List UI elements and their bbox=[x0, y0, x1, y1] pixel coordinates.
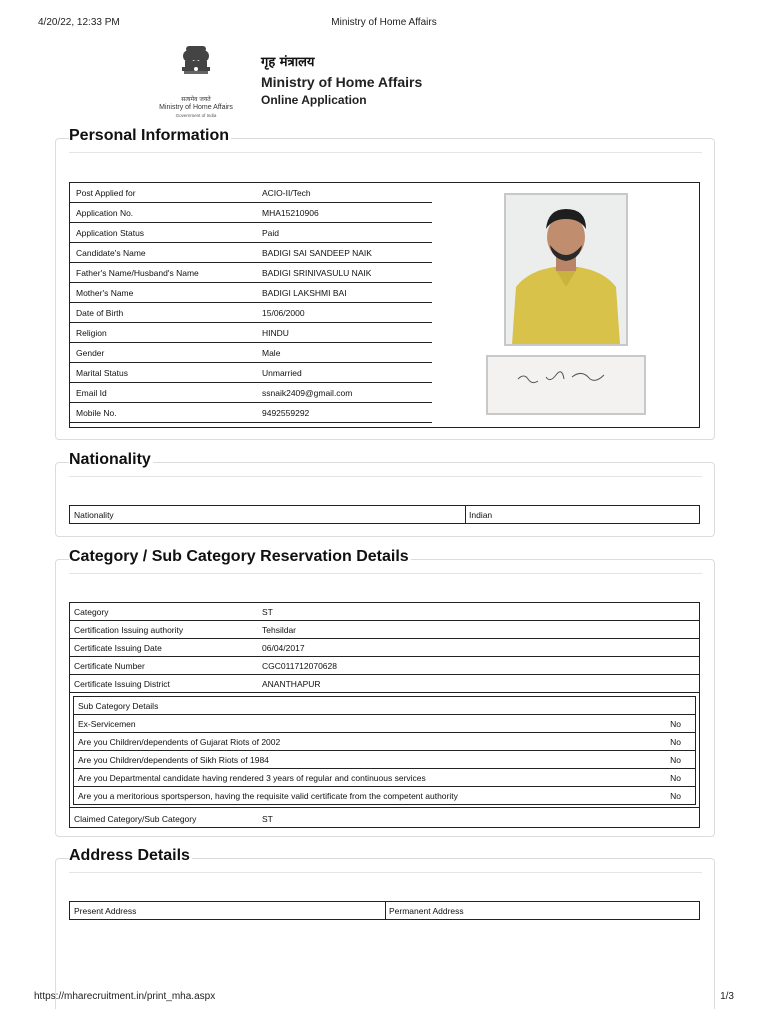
row-value: Paid bbox=[262, 228, 280, 238]
table-row bbox=[70, 383, 432, 403]
nationality-table bbox=[69, 505, 700, 524]
nationality-panel bbox=[55, 451, 715, 537]
print-page-number: 1/3 bbox=[720, 991, 734, 1002]
row-label: Are you Children/dependents of Gujarat Riots of 2002 bbox=[78, 737, 281, 747]
row-label: Email Id bbox=[76, 388, 107, 398]
row-value: No bbox=[670, 755, 681, 765]
section-title: Category / Sub Category Reservation Details bbox=[69, 548, 409, 565]
row-value: No bbox=[670, 737, 681, 747]
sub-category-table bbox=[73, 696, 696, 805]
cell-divider bbox=[385, 902, 386, 919]
table-row bbox=[74, 751, 695, 769]
candidate-photo bbox=[504, 193, 628, 346]
row-label: Candidate's Name bbox=[76, 248, 146, 258]
row-value: ST bbox=[262, 607, 273, 617]
row-label: Are you a meritorious sportsperson, having the requisite valid certificate from the competent authority bbox=[78, 791, 458, 801]
divider bbox=[69, 152, 702, 153]
sub-category-container bbox=[70, 696, 699, 808]
row-value: ANANTHAPUR bbox=[262, 679, 321, 689]
table-row bbox=[74, 769, 695, 787]
table-row bbox=[70, 343, 432, 363]
row-label: Gender bbox=[76, 348, 105, 358]
present-address-label: Present Address bbox=[74, 906, 137, 916]
table-row bbox=[70, 403, 432, 423]
table-row bbox=[70, 223, 432, 243]
section-title: Personal Information bbox=[69, 127, 230, 144]
row-value: No bbox=[670, 791, 681, 801]
title-hindi: गृह मंत्रालय bbox=[261, 55, 315, 70]
table-row bbox=[70, 657, 699, 675]
table-row bbox=[70, 363, 432, 383]
table-row bbox=[70, 675, 699, 693]
row-value: BADIGI LAKSHMI BAI bbox=[262, 288, 347, 298]
table-row bbox=[70, 243, 432, 263]
row-value: 15/06/2000 bbox=[262, 308, 305, 318]
table-row bbox=[70, 639, 699, 657]
table-row bbox=[70, 183, 432, 203]
row-label: Mother's Name bbox=[76, 288, 134, 298]
row-label: Post Applied for bbox=[76, 188, 136, 198]
row-value: Indian bbox=[469, 510, 493, 520]
table-row bbox=[70, 902, 699, 919]
row-label: Claimed Category/Sub Category bbox=[74, 814, 197, 824]
table-row bbox=[70, 303, 432, 323]
row-label: Are you Departmental candidate having rendered 3 years of regular and continuous services bbox=[78, 773, 426, 783]
emblem-caption: Ministry of Home Affairs bbox=[159, 104, 233, 111]
row-value: ST bbox=[262, 814, 273, 824]
sub-category-header bbox=[74, 697, 695, 715]
candidate-signature bbox=[486, 355, 646, 415]
row-label: Father's Name/Husband's Name bbox=[76, 268, 199, 278]
table-row bbox=[70, 283, 432, 303]
page-title: Ministry of Home Affairs bbox=[261, 74, 423, 90]
table-row bbox=[70, 621, 699, 639]
divider bbox=[69, 476, 702, 477]
cell-divider bbox=[465, 506, 466, 523]
national-emblem-logo bbox=[158, 42, 234, 122]
emblem-subcaption: Government of India bbox=[175, 113, 217, 118]
sub-category-title: Sub Category Details bbox=[78, 701, 159, 711]
row-label: Certificate Issuing District bbox=[74, 679, 170, 689]
row-value: MHA15210906 bbox=[262, 208, 319, 218]
row-value: No bbox=[670, 773, 681, 783]
page-subtitle: Online Application bbox=[261, 93, 367, 107]
row-label: Certificate Issuing Date bbox=[74, 643, 162, 653]
row-label: Certification Issuing authority bbox=[74, 625, 184, 635]
row-value: Male bbox=[262, 348, 281, 358]
print-header bbox=[38, 17, 730, 31]
table-row bbox=[74, 787, 695, 804]
category-table bbox=[69, 602, 700, 828]
print-page-title: Ministry of Home Affairs bbox=[331, 17, 437, 28]
row-label: Date of Birth bbox=[76, 308, 124, 318]
row-value: 9492559292 bbox=[262, 408, 310, 418]
row-value: 06/04/2017 bbox=[262, 643, 305, 653]
emblem-motto: सत्यमेव जयते bbox=[181, 96, 211, 103]
divider bbox=[69, 872, 702, 873]
row-value: BADIGI SRINIVASULU NAIK bbox=[262, 268, 372, 278]
table-row bbox=[70, 203, 432, 223]
personal-info-table bbox=[69, 182, 700, 428]
table-row bbox=[74, 715, 695, 733]
row-value: ssnaik2409@gmail.com bbox=[262, 388, 353, 398]
section-title: Address Details bbox=[69, 847, 190, 864]
table-row bbox=[70, 603, 699, 621]
permanent-address-label: Permanent Address bbox=[389, 906, 464, 916]
address-panel bbox=[55, 847, 715, 1009]
print-datetime: 4/20/22, 12:33 PM bbox=[38, 17, 120, 28]
row-label: Religion bbox=[76, 328, 107, 338]
table-row bbox=[70, 808, 699, 827]
section-title: Nationality bbox=[69, 451, 151, 468]
row-label: Application Status bbox=[76, 228, 145, 238]
divider bbox=[69, 573, 702, 574]
table-row bbox=[74, 733, 695, 751]
row-value: ACIO-II/Tech bbox=[262, 188, 311, 198]
row-label: Marital Status bbox=[76, 368, 128, 378]
row-label: Mobile No. bbox=[76, 408, 117, 418]
header-title-block bbox=[261, 52, 422, 107]
row-label: Application No. bbox=[76, 208, 134, 218]
personal-information-panel bbox=[55, 127, 715, 440]
table-row bbox=[70, 506, 699, 523]
category-panel bbox=[55, 548, 715, 837]
table-row bbox=[70, 263, 432, 283]
row-label: Certificate Number bbox=[74, 661, 145, 671]
row-label: Category bbox=[74, 607, 109, 617]
row-value: HINDU bbox=[262, 328, 289, 338]
print-url: https://mharecruitment.in/print_mha.aspx bbox=[34, 991, 216, 1002]
row-value: Unmarried bbox=[262, 368, 302, 378]
table-row bbox=[70, 323, 432, 343]
row-value: CGC011712070628 bbox=[262, 661, 337, 671]
address-table bbox=[69, 901, 700, 920]
row-value: No bbox=[670, 719, 681, 729]
row-label: Nationality bbox=[74, 510, 114, 520]
row-value: Tehsildar bbox=[262, 625, 297, 635]
row-value: BADIGI SAI SANDEEP NAIK bbox=[262, 248, 372, 258]
row-label: Are you Children/dependents of Sikh Riots of 1984 bbox=[78, 755, 269, 765]
row-label: Ex-Servicemen bbox=[78, 719, 136, 729]
print-footer bbox=[34, 991, 734, 1005]
